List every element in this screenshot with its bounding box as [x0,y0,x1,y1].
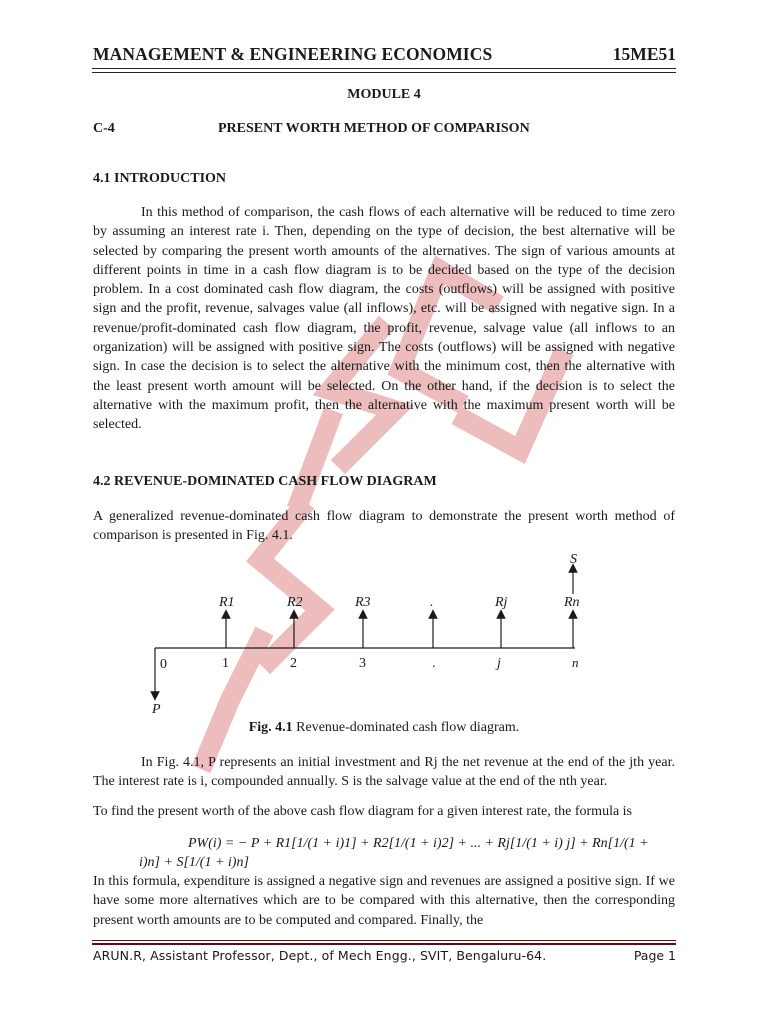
investment-label: P [152,702,161,717]
footer-author: ARUN.R, Assistant Professor, Dept., of Mech Engg., SVIT, Bengaluru-64. [93,948,547,963]
present-worth-formula-line-2: i)n] + S[1/(1 + i)n] [139,855,249,870]
header-rule-thin [92,72,676,73]
time-label: j [497,656,501,671]
diagram-intro-paragraph: A generalized revenue-dominated cash flow diagram to demonstrate the present worth method of comparison is presented in Fig. 4.1. [93,509,675,544]
cash-flow-svg [140,548,600,723]
time-label: 0 [160,657,167,672]
footer-page-number: Page 1 [633,948,676,963]
introduction-paragraph: In this method of comparison, the cash flows of each alternative will be reduced to time zero by assuming an interest rate i. Then, depending on the type of decision, the best alternative will be selected by comparing the present worth amounts of the alternatives. The sign of various amounts at different points in time in a cash flow diagram is to be decided based on the type of the decision problem. In a cost dominated cash flow diagram, the costs (outflows) will be assigned with positive sign and the profit, revenue, salvages value (all inflows), etc. will be assigned with negative sign. In a revenue/profit-dominated cash flow diagram, the profit, revenue, salvage value (all inflows to an organization) will be assigned with positive sign. The costs (outflows) will be assigned with negative sign. In case the decision is to select the alternative with the minimum cost, then the alternative with the least present worth amount will be selected. On the other hand, if the decision is to select the alternative with the maximum profit, then the alternative with the maximum present worth will be selected. [93,205,675,433]
revenue-label: Rn [564,595,580,610]
course-code: 15ME51 [612,44,676,64]
chapter-title: PRESENT WORTH METHOD OF COMPARISON [218,121,530,136]
present-worth-formula-line-1: PW(i) = − P + R1[1/(1 + i)1] + R2[1/(1 + i)2] + ... + Rj[1/(1 + i) j] + Rn[1/(1 + [188,836,649,851]
figure-explanation-paragraph: In Fig. 4.1, P represents an initial investment and Rj the net revenue at the end of the jth year. The interest rate is i, compounded annually. S is the salvage value at the end of the nth year. [93,755,675,790]
formula-explanation-paragraph: In this formula, expenditure is assigned a negative sign and revenues are assigned a positive sign. If we have some more alternatives which are to be compared with this alternative, then the corresponding present worth amounts are to be computed and compared. Finally, the [93,874,675,928]
footer-rule-thin [92,940,676,941]
time-label: 3 [359,656,366,671]
revenue-label: R1 [219,595,235,610]
revenue-label: R2 [287,595,303,610]
cash-flow-diagram [140,548,600,723]
course-title: MANAGEMENT & ENGINEERING ECONOMICS [93,44,493,64]
salvage-label: S [570,552,577,567]
time-label: 1 [222,656,229,671]
figure-caption [0,720,768,736]
revenue-label: R3 [355,595,371,610]
figure-caption-text: Revenue-dominated cash flow diagram. [292,720,520,735]
formula-intro-paragraph: To find the present worth of the above cash flow diagram for a given interest rate, the formula is [93,804,633,819]
revenue-label: Rj [495,595,508,610]
header-rule [92,68,676,69]
figure-number: Fig. 4.1 [248,720,293,735]
time-label: n [572,655,579,670]
section-heading-revenue-diagram: 4.2 REVENUE-DOMINATED CASH FLOW DIAGRAM [93,474,437,489]
footer-rule [92,943,676,945]
revenue-label: . [430,595,434,610]
time-label: 2 [290,656,297,671]
section-heading-introduction: 4.1 INTRODUCTION [93,171,227,186]
chapter-number: C-4 [93,121,115,136]
page-header [93,44,676,70]
time-label: . [432,656,436,671]
module-title: MODULE 4 [347,87,421,102]
